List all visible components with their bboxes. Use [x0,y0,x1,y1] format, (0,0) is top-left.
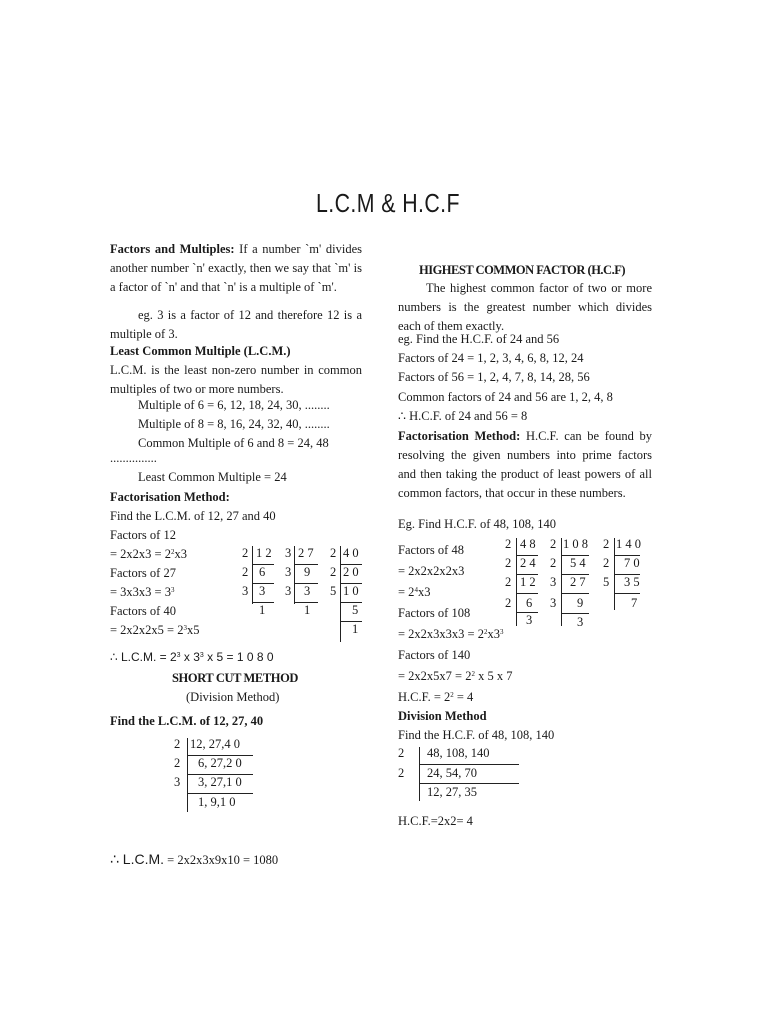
factors-heading: Factors and Multiples: [110,242,235,256]
eq-text: = 2x2x2x5 = 2 [110,623,184,637]
divisor: 2 [603,556,610,570]
eq-text: H.C.F. = 2 [398,690,451,704]
ladder-line [340,602,362,603]
result-text: ∴ L.C.M. = 2 [110,650,177,664]
quotient: 3 [577,615,584,629]
quotient: 2 7 [570,575,586,589]
divisor: 2 [242,546,249,560]
factors-of-56: Factors of 56 = 1, 2, 4, 7, 8, 14, 28, 56 [398,370,590,384]
ladder-line [340,546,341,642]
hcf-heading: HIGHEST COMMON FACTOR (H.C.F) [419,263,625,277]
result-text: x 5 = 1 0 8 0 [203,650,274,664]
result-eq: = 2x2x3x9x10 = 1080 [167,853,279,867]
divisor: 3 [285,565,292,579]
exponent: 2 [483,628,488,636]
quotient: 9 [304,565,311,579]
quotient: 2 4 [520,556,536,570]
find-hcf-question: Find the H.C.F. of 48, 108, 140 [398,728,555,742]
divisor: 5 [603,575,610,589]
ladder-line [340,621,362,622]
factors-of-24: Factors of 24 = 1, 2, 3, 4, 6, 8, 12, 24 [398,351,584,365]
page-title: L.C.M & H.C.F [316,188,460,218]
ladder-line [294,564,318,565]
divisor: 3 [174,775,181,789]
quotient: 6 [259,565,266,579]
ladder-line [561,593,589,594]
factorisation-body: H.C.F. can be found by resolving the given numbers into prime factors and then taking the product of least powers of all common factors, that occur in these numbers. [398,429,652,500]
eq-text: = 3x3x3 = 3 [110,585,171,599]
hcf-definition: The highest common factor of two or more numbers is the greatest number which divides each of them exactly. [398,281,652,333]
factors-of-12-eq [110,545,187,564]
divisor: 2 [398,766,405,780]
quotient: 3 [526,613,533,627]
exponent: 2 [170,548,175,556]
quotient: 1 2 [520,575,536,589]
divisor: 2 [242,565,249,579]
ladder-line [561,555,589,556]
divisor: 2 [603,537,610,551]
factors-of-40-label: Factors of 40 [110,604,176,618]
shortcut-heading: SHORT CUT METHOD [172,671,299,685]
lcm-final-result [110,648,274,667]
ladder-row: 12, 27,4 0 [190,737,240,751]
factors-of-140-label: Factors of 140 [398,648,471,662]
exponent: 3 [199,652,204,659]
continuation-dots: ............... [110,451,157,465]
divisor: 5 [330,584,337,598]
ladder-line [614,555,640,556]
quotient: 5 [352,603,359,617]
quotient: 4 0 [343,546,359,560]
eq-tail: x3 [417,585,431,599]
division-method-heading: Division Method [398,709,487,723]
quotient: 7 [631,596,638,610]
common-multiples: Common Multiple of 6 and 8 = 24, 48 [138,436,329,450]
quotient: 1 4 0 [616,537,641,551]
ladder-line [419,747,420,801]
ladder-line [340,583,362,584]
eq-text: = 2x2x3x3x3 = 2 [398,627,484,641]
ladder-line [187,738,188,812]
ladder-row: 24, 54, 70 [427,766,477,780]
hcf-final-result: H.C.F.=2x2= 4 [398,814,473,828]
factors-multiples-paragraph [110,240,362,297]
ladder-row: 12, 27, 35 [427,785,477,799]
multiples-of-6: Multiple of 6 = 6, 12, 18, 24, 30, ........ [138,398,330,412]
quotient: 1 [352,622,359,636]
hcf-24-56: ∴ H.C.F. of 24 and 56 = 8 [398,409,528,423]
quotient: 2 7 [298,546,314,560]
divisor: 2 [398,746,405,760]
factors-of-48-eq: = 2x2x2x2x3 [398,564,465,578]
factors-body: If a number `m' divides another number `n' exactly, then we say that `m' is a factor of `n' and that `n' is a multiple of `m'. [110,242,362,294]
exponent: 2 [471,670,475,678]
ladder-line [294,583,318,584]
ladder-line [340,564,362,565]
factors-of-12-label: Factors of 12 [110,528,176,542]
multiples-of-8: Multiple of 8 = 8, 16, 24, 32, 40, ........ [138,417,330,431]
quotient: 9 [577,596,584,610]
factors-of-27-eq [110,583,174,602]
eg-find-hcf: eg. Find the H.C.F. of 24 and 56 [398,332,560,346]
ladder-line [252,564,274,565]
find-lcm-question-2: Find the L.C.M. of 12, 27, 40 [110,714,264,728]
divisor: 3 [242,584,249,598]
eq-text: = 2x2x5x7 = 2 [398,669,472,683]
divisor: 2 [330,546,337,560]
quotient: 3 5 [624,575,640,589]
ladder-row: 6, 27,2 0 [198,756,242,770]
divisor: 2 [505,596,512,610]
factorisation-paragraph [398,427,652,503]
find-lcm-question: Find the L.C.M. of 12, 27 and 40 [110,509,276,523]
ladder-line [187,793,253,794]
ladder-line [252,546,253,604]
ladder-line [614,574,640,575]
division-method-subheading: (Division Method) [186,690,280,704]
divisor: 2 [550,537,557,551]
ladder-line [614,593,640,594]
eq-tail: x5 [186,623,200,637]
exponent: 3 [176,652,181,659]
factors-of-27-label: Factors of 27 [110,566,176,580]
quotient: 6 [526,596,533,610]
eq-text: = 2x2x3 = 2 [110,547,171,561]
eq-tail: = 4 [453,690,474,704]
factors-of-48-label: Factors of 48 [398,543,464,557]
ladder-line [294,546,295,604]
factorisation-heading: Factorisation Method: [110,490,230,504]
quotient: 7 0 [624,556,640,570]
eq-tail: x 5 x 7 [474,669,513,683]
result-label: ∴ L.C.M. [110,851,165,867]
divisor: 2 [174,737,181,751]
ladder-line [516,574,538,575]
divisor: 2 [505,575,512,589]
quotient: 1 [304,603,311,617]
divisor: 3 [550,575,557,589]
ladder-row: 48, 108, 140 [427,746,490,760]
exponent: 3 [183,624,187,632]
factors-of-108-eq [398,625,503,644]
factors-of-108-label: Factors of 108 [398,606,471,620]
divisor: 2 [330,565,337,579]
factors-of-48-pow [398,583,430,602]
hcf-power-result [398,688,473,707]
ladder-line [419,764,519,765]
lcm-definition: L.C.M. is the least non-zero number in common multiples of two or more numbers. [110,363,362,396]
ladder-line [561,613,589,614]
divisor: 2 [505,556,512,570]
ladder-line [252,583,274,584]
exponent: 3 [170,586,175,594]
exponent: 4 [414,586,418,594]
quotient: 3 [259,584,266,598]
divisor: 2 [550,556,557,570]
quotient: 1 0 [343,584,359,598]
lcm-heading: Least Common Multiple (L.C.M.) [110,344,291,358]
quotient: 1 [259,603,266,617]
factorisation-heading: Factorisation Method: [398,429,521,443]
example-paragraph: eg. 3 is a factor of 12 and therefore 12 is a multiple of 3. [110,308,362,341]
eg-find-hcf-2: Eg. Find H.C.F. of 48, 108, 140 [398,517,557,531]
ladder-line [516,612,538,613]
result-text: x 3 [180,650,200,664]
eq-text: x3 [487,627,500,641]
quotient: 5 4 [570,556,586,570]
quotient: 2 0 [343,565,359,579]
ladder-row: 1, 9,1 0 [198,795,236,809]
ladder-line [516,593,538,594]
quotient: 4 8 [520,537,536,551]
ladder-line [516,555,538,556]
common-factors: Common factors of 24 and 56 are 1, 2, 4, 8 [398,390,613,404]
ladder-line [187,774,253,775]
factors-of-40-eq [110,621,199,640]
lcm-shortcut-result [110,850,278,870]
quotient: 1 2 [256,546,272,560]
divisor: 2 [174,756,181,770]
ladder-line [294,602,318,603]
quotient: 1 0 8 [563,537,588,551]
divisor: 3 [550,596,557,610]
eq-tail: x3 [174,547,187,561]
divisor: 3 [285,546,292,560]
ladder-line [561,574,589,575]
eq-text: = 2 [398,585,415,599]
quotient: 3 [304,584,311,598]
ladder-row: 3, 27,1 0 [198,775,242,789]
divisor: 2 [505,537,512,551]
exponent: 3 [499,628,504,636]
ladder-line [187,755,253,756]
factors-of-140-eq [398,667,512,686]
divisor: 3 [285,584,292,598]
lcm-result: Least Common Multiple = 24 [138,470,287,484]
ladder-line [252,602,274,603]
ladder-line [419,783,519,784]
exponent: 2 [450,691,454,699]
